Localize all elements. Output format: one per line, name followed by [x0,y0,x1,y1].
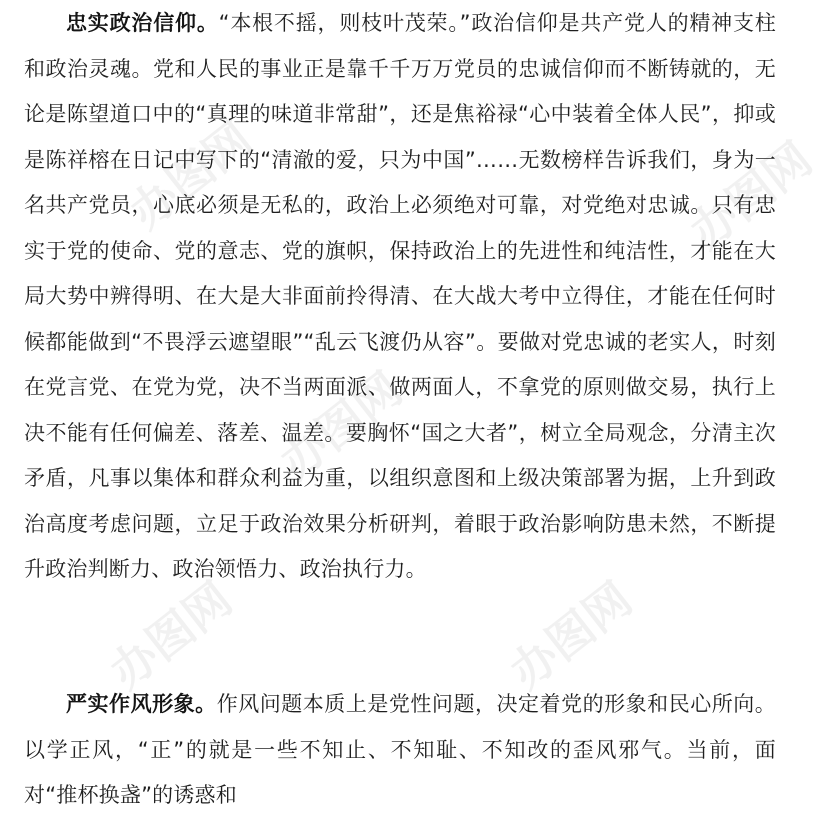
paragraph-heading: 忠实政治信仰。 [66,11,219,35]
watermark: 办图网 [119,111,262,240]
paragraph-heading: 严实作风形象。 [66,692,217,716]
paragraph-body: 作风问题本质上是党性问题，决定着党的形象和民心所向。以学正风，“正”的就是一些不知止、不知耻、不知改的歪风邪气。当前，面对“推杯换盏”的诱惑和 [24,692,777,807]
watermark: 办图网 [499,571,642,700]
paragraph-work-style [24,682,776,819]
watermark: 办图网 [269,361,412,490]
paragraph-political-faith [24,1,776,593]
watermark: 办图网 [679,131,822,260]
paragraph-body: “本根不摇，则枝叶茂荣。”政治信仰是共产党人的精神支柱和政治灵魂。党和人民的事业正是靠千千万万党员的忠诚信仰而不断铸就的，无论是陈望道口中的“真理的味道非常甜”，还是焦裕禄“心中装着全体人民”，抑或是陈祥榕在日记中写下的“清澈的爱，只为中国”……无数榜样告诉我们，身为一名共产党员，心底必须是无私的，政治上必须绝对可靠，对党绝对忠诚。只有忠实于党的使命、党的意志、党的旗帜，保持政治上的先进性和纯洁性，才能在大局大势中辨得明、在大是大非面前拎得清、在大战大考中立得住，才能在任何时候都能做到“不畏浮云遮望眼”“乱云飞渡仍从容”。要做对党忠诚的老实人，时刻在党言党、在党为党，决不当两面派、做两面人，不拿党的原则做交易，执行上决不能有任何偏差、落差、温差。要胸怀“国之大者”，树立全局观念，分清主次矛盾，凡事以集体和群众利益为重，以组织意图和上级决策部署为据，上升到政治高度考虑问题，立足于政治效果分析研判，着眼于政治影响防患未然，不断提升政治判断力、政治领悟力、政治执行力。 [24,11,776,581]
watermark: 办图网 [99,571,242,700]
